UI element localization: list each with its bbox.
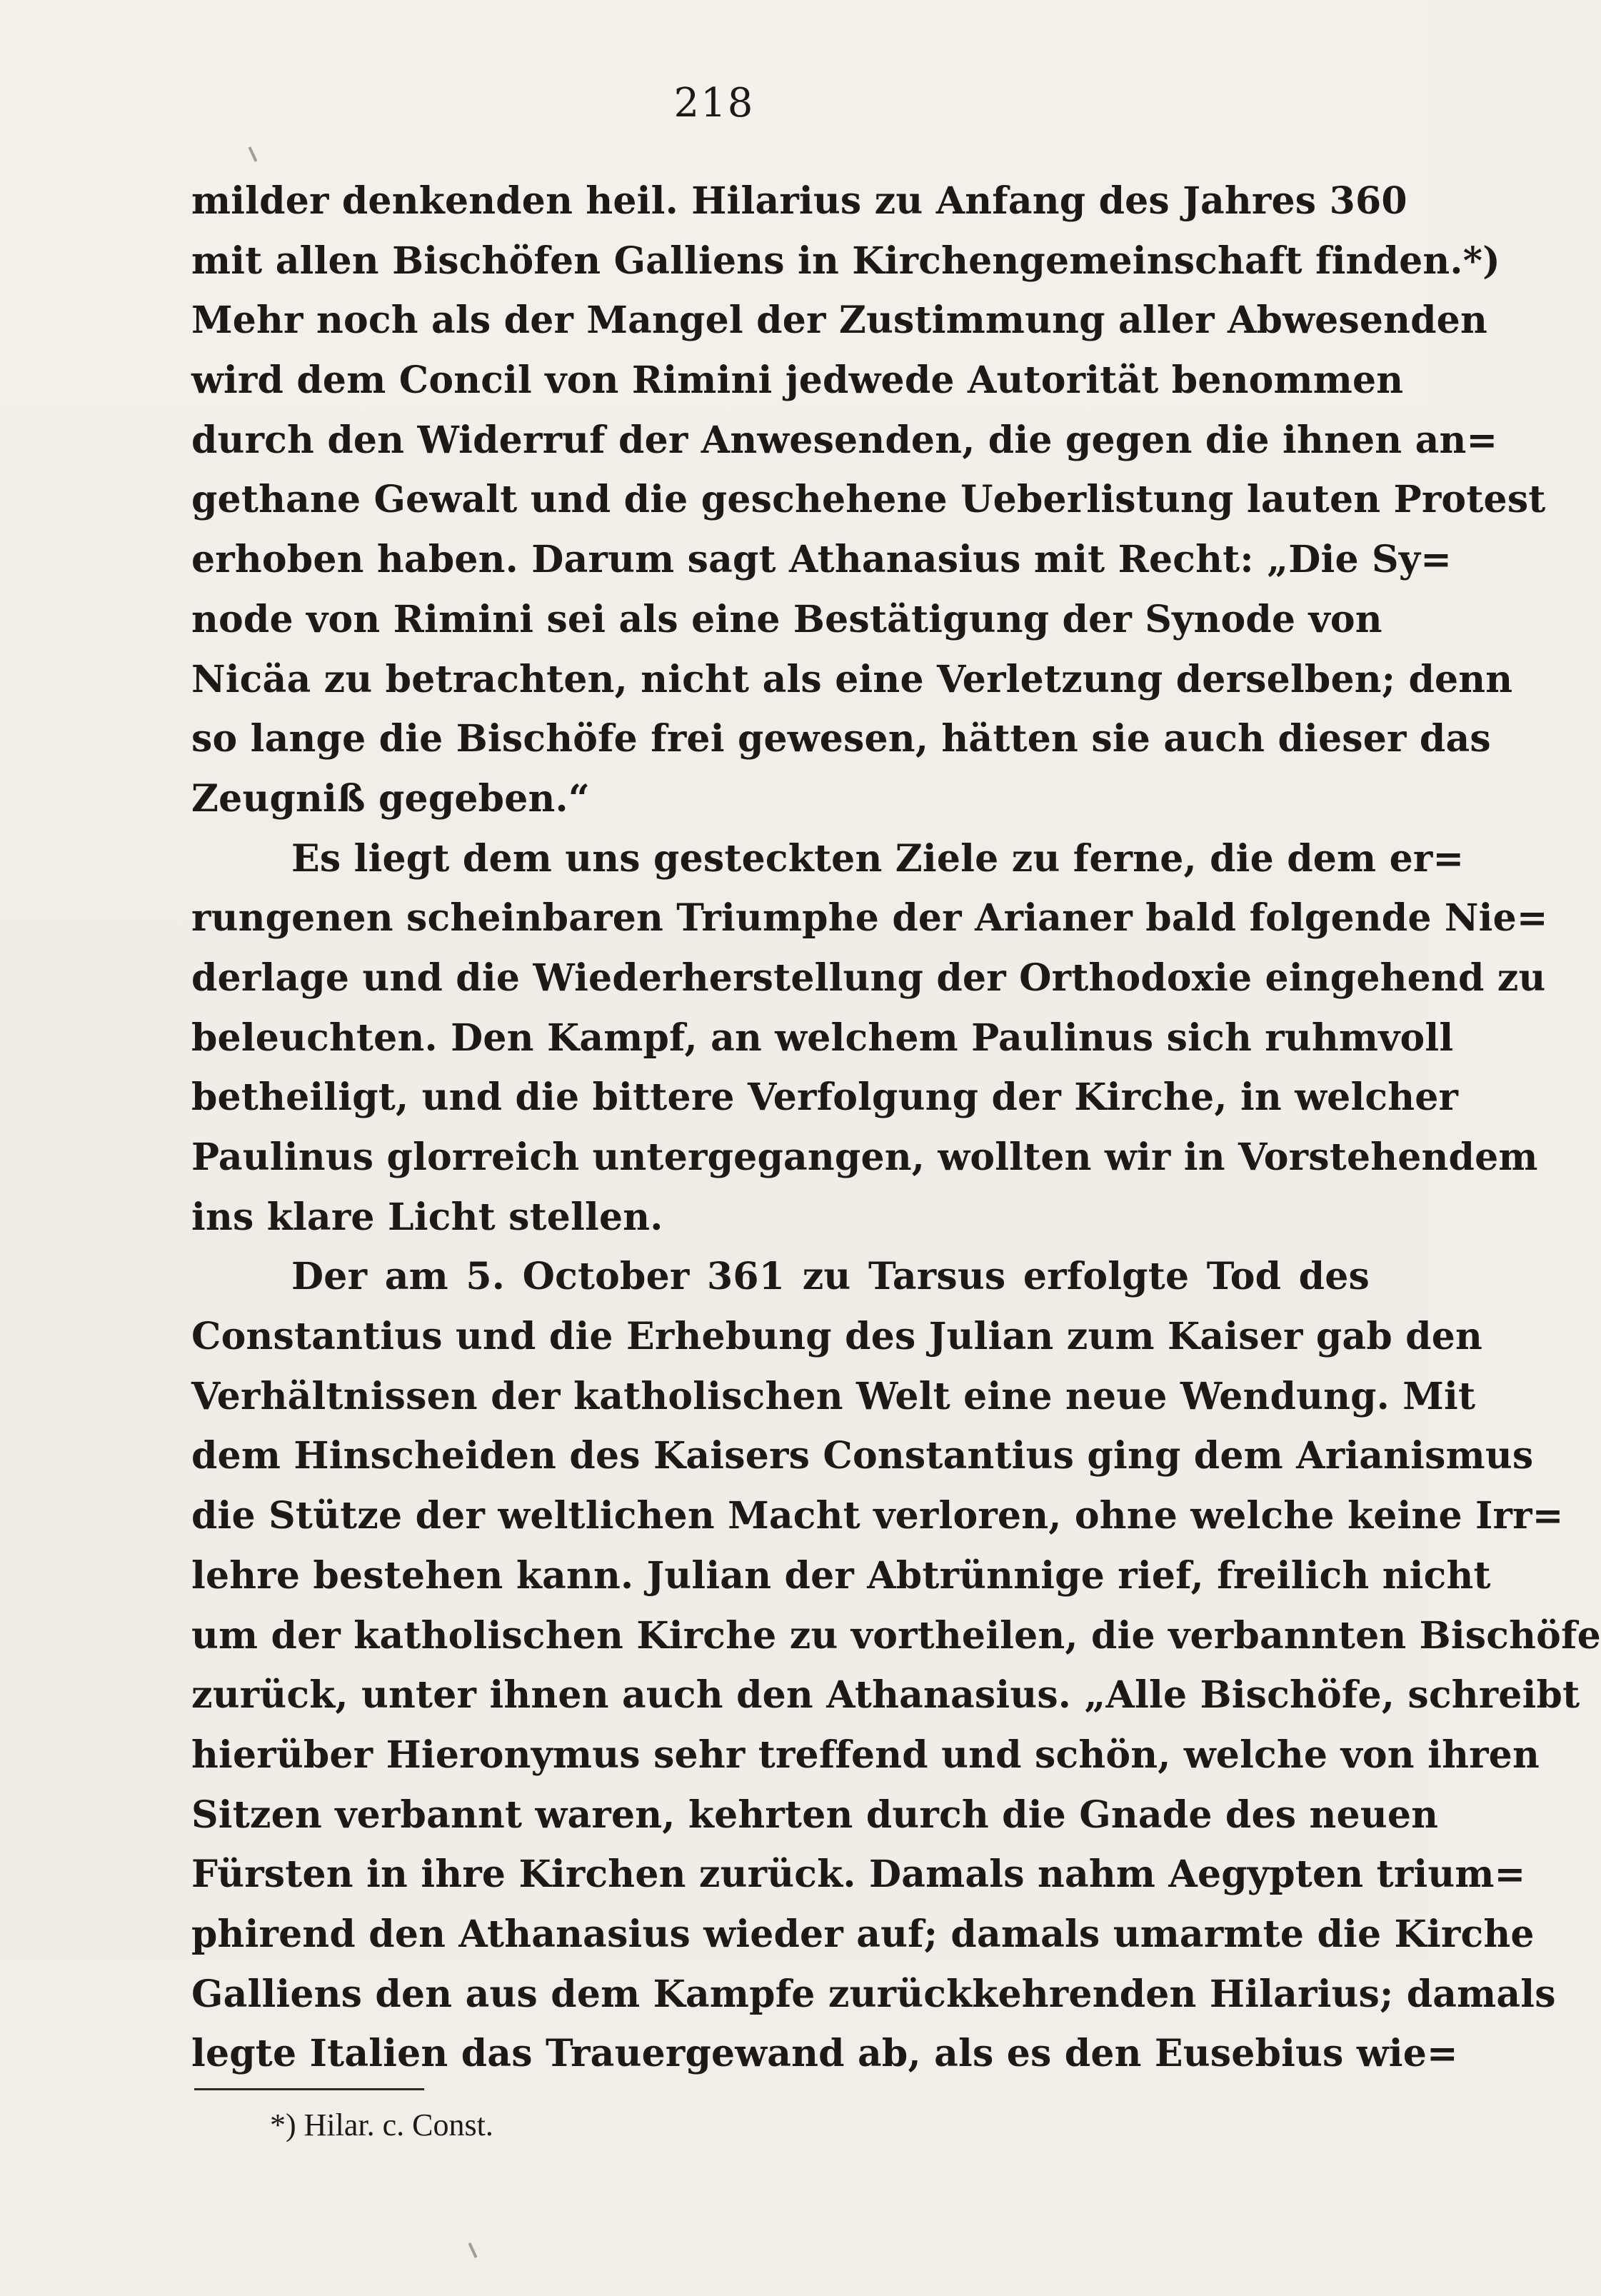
text-line: Nicäa zu betrachten, nicht als eine Verletzung derselben; denn: [191, 657, 1513, 701]
text-line: zurück, unter ihnen auch den Athanasius. „Alle Bischöfe, schreibt: [191, 1673, 1580, 1718]
text-line: so lange die Bischöfe frei gewesen, hätten sie auch dieser das: [191, 717, 1491, 761]
text-line: dem Hinscheiden des Kaisers Constantius ging dem Arianismus: [191, 1434, 1534, 1478]
text-line: gethane Gewalt und die geschehene Ueberlistung lauten Protest: [191, 478, 1546, 522]
text-line: Paulinus glorreich untergegangen, wollten wir in Vorstehendem: [191, 1136, 1538, 1179]
text-line: phirend den Athanasius wieder auf; damals umarmte die Kirche: [191, 1912, 1535, 1956]
text-line: erhoben haben. Darum sagt Athanasius mit Recht: „Die Sy=: [191, 538, 1452, 582]
footnote: *) Hilar. c. Const.: [270, 2107, 493, 2142]
text-line: node von Rimini sei als eine Bestätigung der Synode von: [191, 597, 1382, 641]
text-line: rungenen scheinbaren Triumphe der Arianer bald folgende Nie=: [191, 896, 1548, 941]
text-line: Es liegt dem uns gesteckten Ziele zu ferne, die dem er=: [291, 836, 1465, 881]
paper-speck: [249, 146, 258, 162]
text-line: ins klare Licht stellen.: [191, 1195, 663, 1239]
text-line: Der am 5. October 361 zu Tarsus erfolgte Tod des: [291, 1255, 1370, 1299]
body-text: [191, 171, 1601, 2084]
text-line: mit allen Bischöfen Galliens in Kirchengemeinschaft finden.*): [191, 239, 1500, 283]
page-number: 218: [673, 80, 755, 126]
text-line: die Stütze der weltlichen Macht verloren, ohne welche keine Irr=: [191, 1494, 1564, 1538]
text-line: durch den Widerruf der Anwesenden, die gegen die ihnen an=: [191, 418, 1498, 462]
text-line: derlage und die Wiederherstellung der Orthodoxie eingehend zu: [191, 956, 1546, 1000]
text-line: wird dem Concil von Rimini jedwede Autorität benommen: [191, 359, 1404, 403]
paper-speck: [468, 2242, 478, 2258]
text-line: Sitzen verbannt waren, kehrten durch die Gnade des neuen: [191, 1793, 1439, 1837]
text-line: Zeugniß gegeben.“: [191, 776, 590, 821]
text-line: lehre bestehen kann. Julian der Abtrünnige rief, freilich nicht: [191, 1553, 1491, 1598]
text-line: hierüber Hieronymus sehr treffend und schön, welche von ihren: [191, 1733, 1540, 1777]
text-line: milder denkenden heil. Hilarius zu Anfang des Jahres 360: [191, 179, 1407, 223]
text-line: Galliens den aus dem Kampfe zurückkehrenden Hilarius; damals: [191, 1972, 1556, 2016]
text-line: Fürsten in ihre Kirchen zurück. Damals nahm Aegypten trium=: [191, 1853, 1526, 1897]
text-line: Constantius und die Erhebung des Julian zum Kaiser gab den: [191, 1315, 1483, 1359]
text-line: Verhältnissen der katholischen Welt eine neue Wendung. Mit: [191, 1374, 1476, 1418]
footnote-divider: [194, 2088, 424, 2090]
text-line: um der katholischen Kirche zu vortheilen, die verbannten Bischöfe: [191, 1613, 1601, 1658]
text-line: beleuchten. Den Kampf, an welchem Paulinus sich ruhmvoll: [191, 1016, 1454, 1060]
text-line: Mehr noch als der Mangel der Zustimmung aller Abwesenden: [191, 299, 1487, 343]
text-line: betheiligt, und die bittere Verfolgung der Kirche, in welcher: [191, 1076, 1459, 1120]
text-line: legte Italien das Trauergewand ab, als es den Eusebius wie=: [191, 2032, 1458, 2076]
